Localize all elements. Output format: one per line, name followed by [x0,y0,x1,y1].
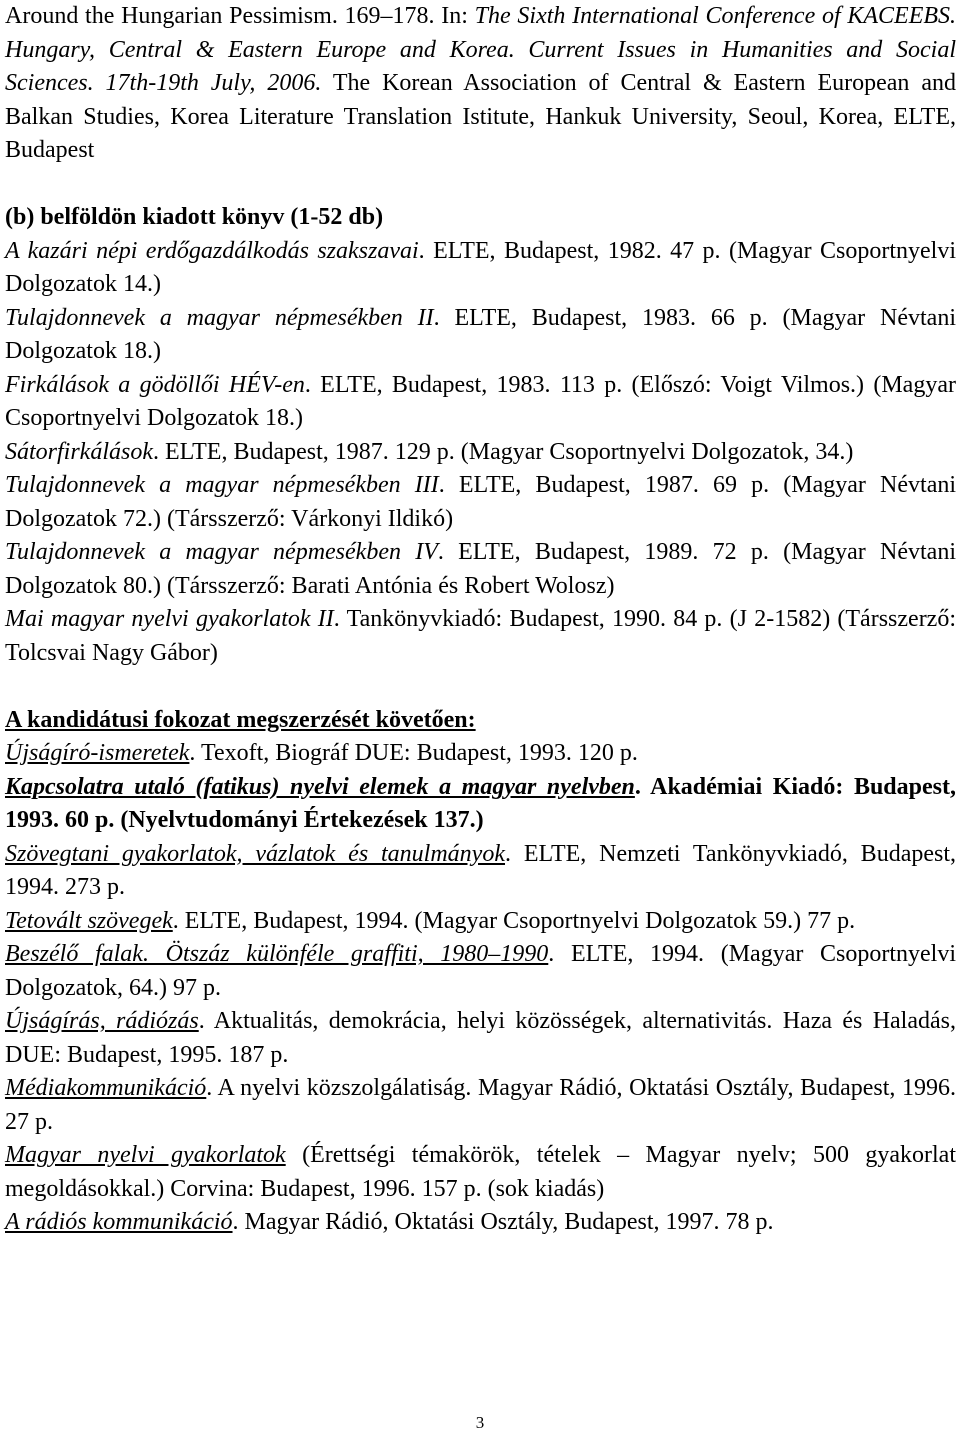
book-details: . ELTE, Budapest, 1983. 113 p. (Előszó: Voigt Vilmos.) (Magyar Csoportnyelvi Dolgozatok 18.) [5,371,956,431]
intro-entry [5,0,956,168]
book-entry [5,603,956,670]
section-b-heading: (b) belföldön kiadott könyv (1-52 db) [5,204,384,230]
book-details: . ELTE, Budapest, 1983. 66 p. (Magyar Névtani Dolgozatok 18.) [5,304,956,364]
book-entry [5,436,956,470]
book-details: . ELTE, 1994. (Magyar Csoportnyelvi Dolgozatok, 64.) 97 p. [5,941,956,1001]
book-entry [5,1206,956,1240]
book-entry [5,469,956,536]
book-details: . ELTE, Budapest, 1994. (Magyar Csoportnyelvi Dolgozatok 59.) 77 p. [172,907,856,934]
book-entry [5,838,956,905]
book-entry [5,1139,956,1206]
page-number: 3 [475,1413,485,1432]
book-title: Beszélő falak. Ötszáz különféle graffiti, 1980–1990 [5,941,549,967]
section-c-heading-text: A kandidátusi fokozat megszerzését követően: [5,706,476,733]
book-entry [5,905,956,939]
book-title: Médiakommunikáció [5,1075,207,1101]
book-entry [5,938,956,1005]
book-details: . Akadémiai Kiadó: Budapest, 1993. 60 p. (Nyelvtudományi Értekezések 137.) [5,773,956,833]
book-title: Firkálások a gödöllői HÉV-en [5,371,305,398]
book-title: A kazári népi erdőgazdálkodás szakszavai [5,237,419,264]
book-details: . ELTE, Budapest, 1987. 129 p. (Magyar Csoportnyelvi Dolgozatok, 34.) [153,438,854,465]
book-entry [5,302,956,369]
book-details: . ELTE, Nemzeti Tankönyvkiadó, Budapest, 1994. 273 p. [5,840,957,900]
book-title: Tetovált szövegek [5,907,173,934]
book-title: Kapcsolatra utaló (fatikus) nyelvi elemek a magyar nyelvben [5,773,635,800]
book-entry [5,1005,956,1072]
book-details: . A nyelvi közszolgálatiság. Magyar Rádió, Oktatási Osztály, Budapest, 1996. 27 p. [5,1075,956,1135]
book-details: . Texoft, Biográf DUE: Budapest, 1993. 120 p. [189,740,638,766]
book-title: Szövegtani gyakorlatok, vázlatok és tanulmányok [5,840,505,867]
intro-publisher: The Korean Association of Central & Eastern European and Balkan Studies, Korea Literature Translation Istitute, Hankuk University, Seoul, Korea, ELTE, Budapest [5,70,956,163]
book-entry [5,369,956,436]
book-details: . ELTE, Budapest, 1982. 47 p. (Magyar Csoportnyelvi Dolgozatok 14.) [5,237,956,297]
book-details: (Érettségi témakörök, tételek – Magyar nyelv; 500 gyakorlat megoldásokkal.) Corvina: Budapest, 1996. 157 p. (sok kiadás) [5,1142,956,1202]
intro-conference-title: The Sixth International Conference of KACEEBS. Hungary, Central & Eastern Europe and Korea. Current Issues in Humanities and Social Sciences. 17th-19th July, 2006. [5,3,957,96]
book-details: . Magyar Rádió, Oktatási Osztály, Budapest, 1997. 78 p. [232,1209,774,1235]
book-title: Újságíró-ismeretek [5,740,190,766]
book-title: Mai magyar nyelvi gyakorlatok II [5,606,334,632]
book-title: Tulajdonnevek a magyar népmesékben III [5,472,439,498]
book-title: Magyar nyelvi gyakorlatok [5,1142,286,1168]
book-title: Újságírás, rádiózás [5,1008,199,1034]
book-title: Tulajdonnevek a magyar népmesékben II [5,304,434,331]
intro-prefix: Around the Hungarian Pessimism. 169–178. In: [5,3,475,29]
section-c-heading [5,704,956,738]
book-title: Tulajdonnevek a magyar népmesékben IV [5,539,438,565]
book-entry [5,536,956,603]
book-details: . Aktualitás, demokrácia, helyi közösségek, alternativitás. Haza és Haladás, DUE: Budapest, 1995. 187 p. [5,1008,956,1068]
book-entry [5,235,956,302]
document-page [5,0,956,1240]
book-title: Sátorfirkálások [5,438,153,465]
book-title: A rádiós kommunikáció [5,1209,233,1235]
spacer [5,168,956,202]
book-entry [5,1072,956,1139]
book-details: . ELTE, Budapest, 1987. 69 p. (Magyar Névtani Dolgozatok 72.) (Társszerző: Várkonyi Ildikó) [5,472,957,532]
book-details: . Tankönyvkiadó: Budapest, 1990. 84 p. (J 2-1582) (Társszerző: Tolcsvai Nagy Gábor) [5,606,956,666]
book-entry [5,771,956,838]
book-entry [5,737,956,771]
spacer [5,670,956,704]
book-details: . ELTE, Budapest, 1989. 72 p. (Magyar Névtani Dolgozatok 80.) (Társszerző: Barati Antónia és Robert Wolosz) [5,539,956,599]
